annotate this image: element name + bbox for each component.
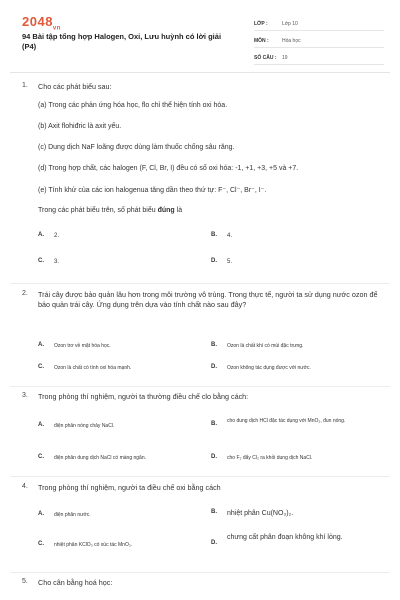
statement-a: (a) Trong các phản ứng hóa học, flo chỉ thể hiện tính oxi hóa. [38, 102, 228, 109]
option-b[interactable] [211, 417, 381, 427]
option-c[interactable] [38, 541, 208, 549]
option-a[interactable] [38, 511, 208, 519]
option-letter: B. [211, 421, 217, 427]
statement-c: (c) Dung dịch NaF loãng được dùng làm thuốc chống sâu răng. [38, 144, 235, 151]
option-letter: D. [211, 258, 217, 264]
meta-value: Lớp 10 [282, 21, 298, 27]
question-number: 4. [22, 483, 28, 490]
option-text: nhiệt phân Cu(NO₃)₂. [227, 510, 294, 517]
meta-row-subject [254, 35, 384, 48]
question-number: 3. [22, 392, 28, 399]
option-d[interactable] [211, 454, 381, 462]
option-text: Ozon trơ về mặt hóa học. [54, 343, 111, 349]
logo-text: 2048 [22, 14, 53, 29]
question-4 [22, 483, 382, 568]
logo-suffix: vn [52, 25, 61, 32]
option-letter: B. [211, 509, 217, 515]
option-d[interactable] [211, 364, 381, 372]
option-a[interactable] [38, 342, 208, 350]
question-number: 5. [22, 578, 28, 585]
option-text: chưng cất phân đoạn không khí lỏng. [227, 534, 343, 541]
option-d[interactable] [211, 258, 381, 267]
option-text: Ozon là chất khí có mùi đặc trưng. [227, 343, 304, 349]
option-text: điện phân nóng chảy NaCl. [54, 423, 115, 429]
question-prompt [38, 207, 378, 214]
option-text: điện phân nước. [54, 512, 91, 518]
option-letter: A. [38, 232, 44, 238]
option-text: 5. [227, 259, 233, 265]
question-text: Cho các phát biểu sau: [38, 82, 112, 91]
option-letter: C. [38, 364, 44, 370]
option-c[interactable] [38, 364, 208, 372]
option-c[interactable] [38, 258, 208, 267]
meta-row-count [254, 52, 384, 65]
question-text: Trong phòng thí nghiệm, người ta điều chế oxi bằng cách [38, 483, 221, 492]
option-text: Ozon là chất có tính oxi hóa mạnh. [54, 365, 132, 371]
option-letter: A. [38, 342, 44, 348]
option-letter: D. [211, 540, 217, 546]
option-text: 3. [54, 259, 60, 265]
option-a[interactable] [38, 422, 208, 430]
meta-value: Hóa học [282, 38, 301, 44]
option-letter: C. [38, 258, 44, 264]
question-text: Trong phòng thí nghiệm, người ta thường điều chế clo bằng cách: [38, 392, 249, 401]
prompt-suffix: là [174, 207, 183, 214]
question-separator [10, 476, 390, 477]
document-meta [254, 18, 384, 69]
option-letter: A. [38, 511, 44, 517]
meta-label: SỐ CÂU : [254, 55, 277, 61]
option-letter: B. [211, 232, 217, 238]
option-text: nhiệt phân KClO₃ có xúc tác MnO₂. [54, 542, 133, 548]
header-divider [10, 72, 390, 73]
question-number: 2. [22, 290, 28, 297]
statement-d: (d) Trong hợp chất, các halogen (F, Cl, Br, I) đều có số oxi hóa: -1, +1, +3, +5 và +7. [38, 165, 299, 172]
option-letter: D. [211, 454, 217, 460]
option-text: 2. [54, 233, 60, 239]
option-text: 4. [227, 233, 233, 239]
question-text: Cho cân bằng hoá học: [38, 578, 113, 587]
option-a[interactable] [38, 232, 208, 241]
option-text: cho F₂ đẩy Cl₂ ra khỏi dung dịch NaCl. [227, 455, 313, 461]
question-3 [22, 392, 382, 472]
statement-b: (b) Axit flohiđric là axit yếu. [38, 123, 122, 130]
question-2 [22, 290, 382, 385]
question-number: 1. [22, 82, 28, 89]
option-b[interactable] [211, 509, 381, 519]
option-text: cho dung dịch HCl đặc tác dụng với MnO₂, đun nóng. [227, 418, 346, 424]
question-separator [10, 572, 390, 573]
site-logo[interactable] [22, 14, 61, 32]
option-d[interactable] [211, 533, 381, 546]
option-b[interactable] [211, 232, 381, 241]
option-letter: A. [38, 422, 44, 428]
question-5 [22, 578, 382, 596]
meta-label: LỚP : [254, 21, 268, 27]
meta-value: 19 [282, 55, 288, 61]
question-separator [10, 386, 390, 387]
question-separator [10, 283, 390, 284]
question-text: Trái cây được bảo quản lâu hơn trong môi trường vô trùng. Trong thực tế, người ta sử dụng nước ozon để bảo quản trái cây. Ứng dụng trên dựa vào tính chất nào sau đây? [38, 290, 378, 309]
prompt-prefix: Trong các phát biểu trên, số phát biểu [38, 207, 158, 214]
option-b[interactable] [211, 342, 381, 350]
meta-label: MÔN : [254, 38, 269, 44]
option-c[interactable] [38, 454, 208, 462]
document-title: 94 Bài tập tổng hợp Halogen, Oxi, Lưu huỳnh có lời giải (P4) [22, 32, 222, 51]
option-letter: B. [211, 342, 217, 348]
option-text: điện phân dung dịch NaCl có màng ngăn. [54, 455, 147, 461]
statement-e: (e) Tính khử của các ion halogenua tăng dần theo thứ tự: F⁻, Cl⁻, Br⁻, I⁻. [38, 187, 267, 194]
prompt-bold: đúng [157, 207, 175, 214]
option-letter: C. [38, 454, 44, 460]
meta-row-class [254, 18, 384, 31]
option-letter: C. [38, 541, 44, 547]
option-letter: D. [211, 364, 217, 370]
document-header [0, 0, 400, 70]
option-text: Ozon không tác dụng được với nước. [227, 365, 311, 371]
question-1 [22, 82, 382, 282]
